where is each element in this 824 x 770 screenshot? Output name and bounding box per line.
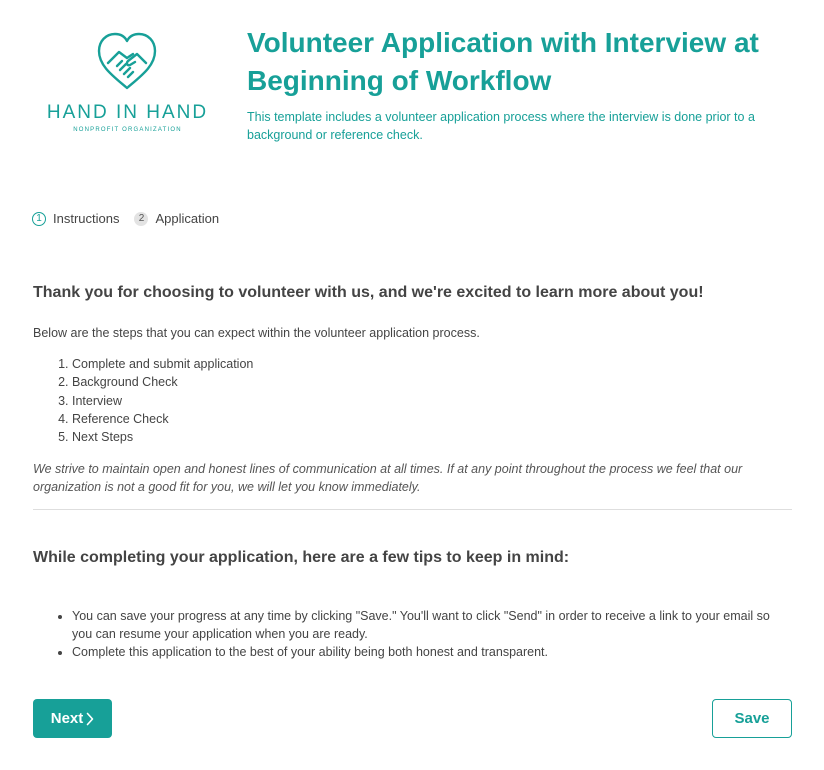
tips-heading: While completing your application, here are a few tips to keep in mind: <box>33 549 570 566</box>
logo-subtitle: NONPROFIT ORGANIZATION <box>73 127 182 133</box>
list-item: 5. Next Steps <box>72 428 253 446</box>
intro-heading: Thank you for choosing to volunteer with us, and we're excited to learn more about you! <box>33 284 704 301</box>
heart-handshake-icon <box>95 30 159 94</box>
list-item: 4. Reference Check <box>72 410 253 428</box>
step-label: Instructions <box>53 211 120 226</box>
intro-lead: Below are the steps that you can expect within the volunteer application process. <box>33 326 480 340</box>
logo <box>40 28 215 138</box>
next-button-label: Next <box>50 710 84 727</box>
communication-note: We strive to maintain open and honest lines of communication at all times. If at any point throughout the process we feel that our organization is not a good fit for you, we will let you know immediately. <box>33 462 743 494</box>
step-number-badge: 2 <box>134 212 148 226</box>
list-item: • You can save your progress at any time by clicking "Save." You'll want to click "Send" in order to receive a link to your email so you can resume your application when you are ready. <box>72 607 792 643</box>
chevron-right-icon <box>86 712 94 726</box>
next-button[interactable] <box>33 699 112 738</box>
list-item: 1. Complete and submit application <box>72 355 253 373</box>
save-button[interactable]: Save <box>712 699 792 738</box>
page-title: Volunteer Application with Interview at Beginning of Workflow <box>247 27 759 96</box>
divider <box>33 509 792 510</box>
page-description: This template includes a volunteer application process where the interview is done prior to a background or reference check. <box>247 110 755 142</box>
step-application[interactable] <box>134 211 219 226</box>
step-instructions[interactable] <box>32 211 119 226</box>
step-number-badge: 1 <box>32 212 46 226</box>
list-item: 3. Interview <box>72 392 253 410</box>
process-steps-list <box>33 355 253 446</box>
tips-list <box>33 607 792 661</box>
step-indicator <box>32 211 234 226</box>
step-label: Application <box>155 211 220 226</box>
list-item: 2. Background Check <box>72 373 253 391</box>
logo-name: HAND IN HAND <box>46 102 209 123</box>
list-item: • Complete this application to the best of your ability being both honest and transparent. <box>72 643 792 661</box>
